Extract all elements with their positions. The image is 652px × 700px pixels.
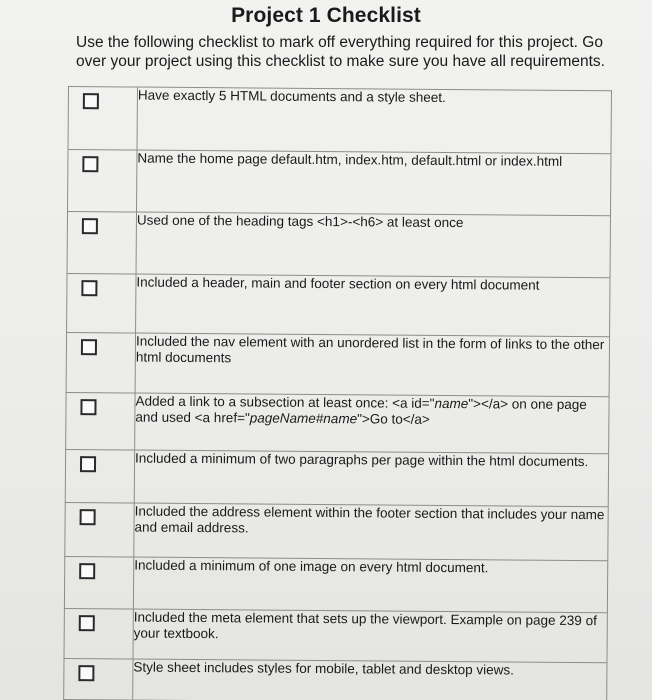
checklist-item-text: Included the address element within the footer section that includes your name and email address. bbox=[134, 503, 608, 561]
checkbox[interactable] bbox=[82, 156, 98, 172]
checkbox[interactable] bbox=[81, 280, 97, 296]
checkbox[interactable] bbox=[83, 93, 99, 109]
checklist-item-text: Added a link to a subsection at least once: <a id="name"></a> on one page and used <a href="pageName#name">Go to</a> bbox=[135, 393, 609, 454]
checkbox[interactable] bbox=[78, 665, 94, 681]
intro-text: Use the following checklist to mark off everything required for this project. Go over your project using this checklist to make sure you have all requirements. bbox=[76, 34, 605, 70]
checklist-row bbox=[64, 658, 607, 700]
checklist-row bbox=[68, 150, 611, 216]
checkbox[interactable] bbox=[80, 509, 96, 525]
checkbox[interactable] bbox=[81, 339, 97, 355]
checklist-row bbox=[67, 212, 610, 278]
checklist-item-text: Included a minimum of two paragraphs per page within the html documents. bbox=[134, 450, 608, 507]
checklist-row bbox=[65, 502, 608, 560]
checklist-item-text: Name the home page default.htm, index.htm, default.html or index.html bbox=[137, 150, 611, 216]
checkbox[interactable] bbox=[79, 615, 95, 631]
checklist-row bbox=[68, 87, 611, 154]
checkbox[interactable] bbox=[79, 563, 95, 579]
checklist-item-text: Included a header, main and footer section on every html document bbox=[136, 274, 610, 337]
checklist-row bbox=[66, 332, 609, 396]
checklist-item-text: Used one of the heading tags <h1>-<h6> at least once bbox=[136, 212, 610, 278]
checklist-row bbox=[64, 556, 607, 612]
checkbox[interactable] bbox=[80, 456, 96, 472]
checkbox[interactable] bbox=[80, 399, 96, 415]
checklist-item-text: Included the nav element with an unordered list in the form of links to the other html documents bbox=[135, 333, 609, 397]
checklist-row bbox=[65, 449, 608, 506]
checklist-item-text: Included a minimum of one image on every html document. bbox=[133, 557, 607, 613]
checklist-item-text: Included the meta element that sets up the viewport. Example on page 239 of your textbook. bbox=[133, 609, 607, 663]
checklist-row bbox=[66, 392, 609, 453]
checklist-row bbox=[64, 608, 607, 662]
checklist-row bbox=[67, 273, 610, 336]
checklist-item-text: Have exactly 5 HTML documents and a style sheet. bbox=[137, 87, 611, 154]
page-title: Project 1 Checklist bbox=[231, 4, 421, 27]
checklist-table bbox=[63, 86, 612, 700]
checklist-item-text: Style sheet includes styles for mobile, tablet and desktop views. bbox=[133, 659, 607, 700]
checkbox[interactable] bbox=[82, 218, 98, 234]
